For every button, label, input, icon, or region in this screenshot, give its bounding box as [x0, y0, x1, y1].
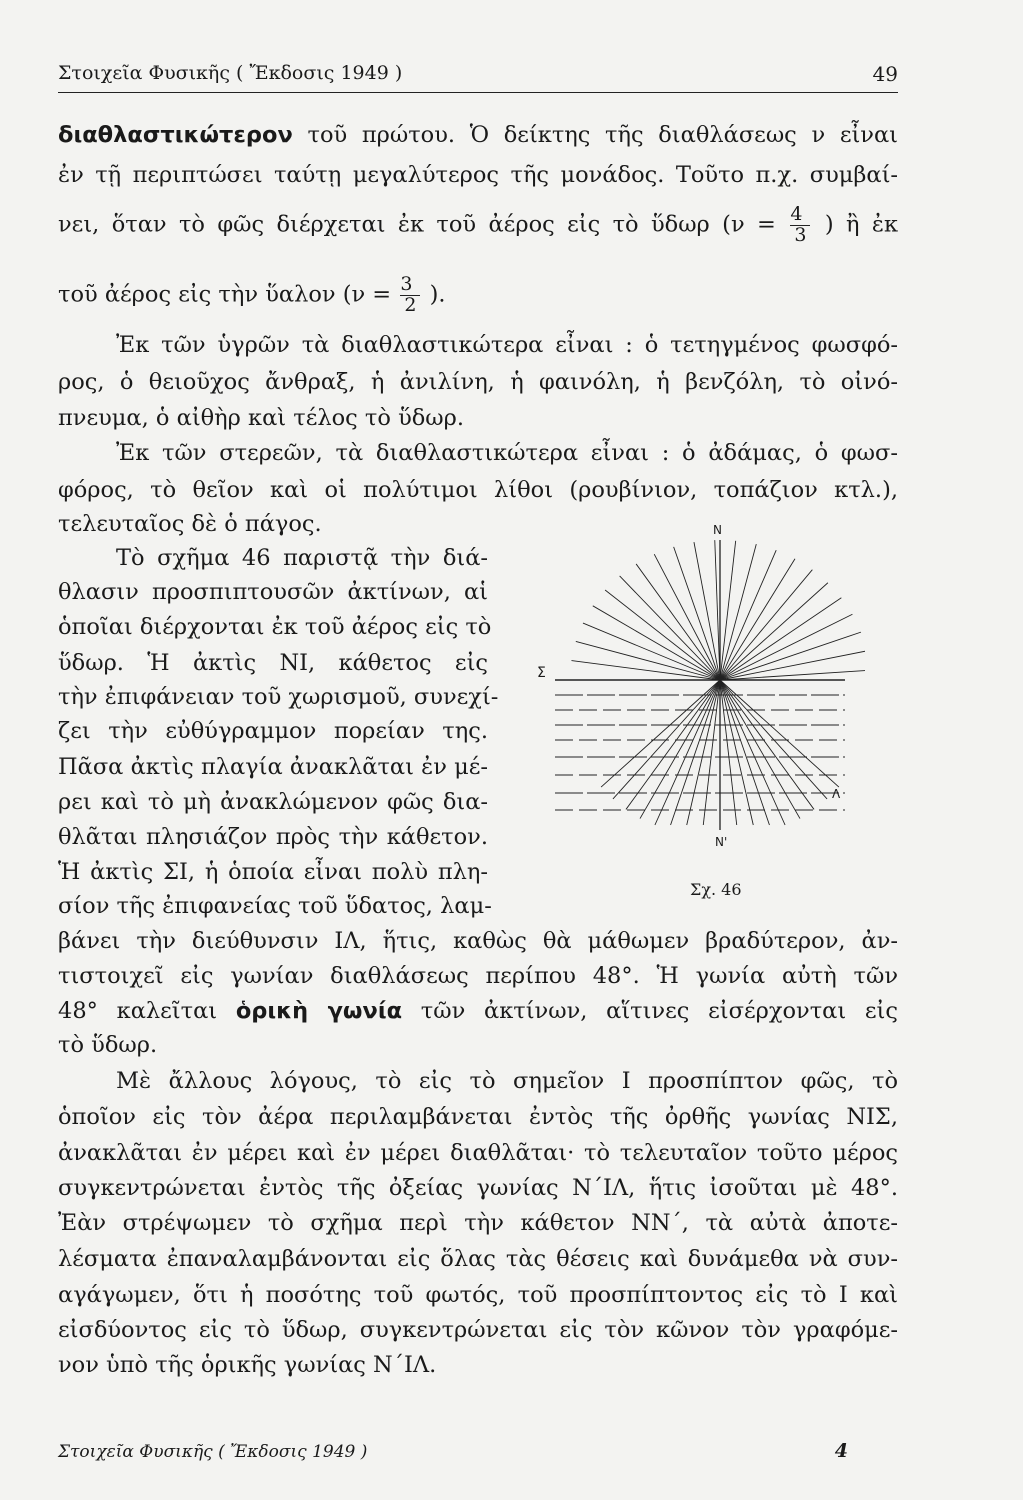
text-span: νει, ὅταν τὸ φῶς διέρχεται ἐκ τοῦ ἀέρος εἰς τὸ ὕδωρ (ν = — [58, 211, 776, 238]
text-line: ὕδωρ. Ἡ ἀκτὶς ΝΙ, κάθετος εἰς — [58, 650, 488, 676]
refracted-ray — [720, 680, 827, 799]
refracted-ray — [703, 680, 720, 825]
incident-ray — [720, 570, 812, 680]
label-n: N — [713, 523, 722, 537]
text-span: τοῦ πρώτου. Ὁ δείκτης τῆς διαθλάσεως ν εἶναι — [292, 122, 898, 148]
incident-ray — [720, 670, 865, 680]
text-line: τὴν ἐπιφάνειαν τοῦ χωρισμοῦ, συνεχί- — [58, 684, 499, 710]
text-line: ὁποῖον εἰς τὸν ἀέρα περιλαμβάνεται ἐντὸς τῆς ὀρθῆς γωνίας ΝΙΣ, — [58, 1104, 898, 1130]
incident-ray — [720, 583, 828, 680]
text-line: Τὸ σχῆμα 46 παριστᾷ τὴν διά- — [116, 545, 488, 571]
text-span: ). — [429, 281, 446, 308]
fraction-denominator: 2 — [400, 295, 420, 316]
text-line: συγκεντρώνεται ἐντὸς τῆς ὀξείας γωνίας Ν΄ΙΛ, ἥτις ἰσοῦται μὲ 48°. — [58, 1175, 898, 1201]
footer-text: Στοιχεῖα Φυσικῆς ( Ἔκδοσις 1949 ) — [58, 1442, 368, 1462]
label-lambda: Λ — [832, 787, 841, 801]
text-line: εἰσδύοντος εἰς τὸ ὕδωρ, συγκεντρώνεται εἰς τὸν κῶνον τὸν γραφόμε- — [58, 1317, 898, 1343]
text-line — [58, 996, 898, 1026]
text-line: ρος, ὁ θειοῦχος ἄνθραξ, ἡ ἀνιλίνη, ἡ φαινόλη, ἡ βενζόλη, τὸ οἰνό- — [58, 369, 898, 395]
figure-caption: Σχ. 46 — [690, 880, 742, 899]
fraction-numerator: 4 — [790, 203, 803, 225]
text-line: θλᾶται πλησιάζον πρὸς τὴν κάθετον. — [58, 824, 488, 850]
fraction-numerator: 3 — [400, 273, 413, 295]
label-n-prime: N' — [715, 835, 728, 849]
bold-term: ὁρικὴ γωνία — [235, 998, 403, 1024]
fraction — [400, 275, 420, 316]
text-line: πνευμα, ὁ αἰθὴρ καὶ τέλος τὸ ὕδωρ. — [58, 405, 465, 431]
incident-ray — [576, 641, 720, 680]
refracted-ray — [720, 680, 753, 825]
text-line: λέσματα ἐπαναλαμβάνονται εἰς ὅλας τὰς θέσεις καὶ δυνάμεθα νὰ συν- — [58, 1246, 898, 1272]
text-line: τὸ ὕδωρ. — [58, 1032, 158, 1058]
running-header — [58, 62, 898, 93]
text-line: Ἐκ τῶν στερεῶν, τὰ διαθλαστικώτερα εἶναι : ὁ ἀδάμας, ὁ φωσ- — [116, 440, 898, 466]
text-line — [58, 275, 898, 316]
text-span: τοῦ ἀέρος εἰς τὴν ὕαλον (ν = — [58, 281, 392, 308]
light-rays — [570, 540, 865, 830]
text-span: τῶν ἀκτίνων, αἵτινες εἰσέρχονται εἰς — [402, 998, 898, 1024]
refracted-ray — [687, 680, 720, 825]
text-line: Πᾶσα ἀκτὶς πλαγία ἀνακλᾶται ἐν μέ- — [58, 754, 488, 780]
fraction — [790, 205, 810, 246]
refraction-figure — [525, 525, 865, 905]
text-line: αγάγωμεν, ὅτι ἡ ποσότης τοῦ φωτός, τοῦ προσπίπτοντος εἰς τὸ Ι καὶ — [58, 1282, 898, 1308]
incident-ray — [674, 547, 720, 680]
page-footer — [58, 1442, 848, 1462]
header-title: Στοιχεῖα Φυσικῆς ( Ἔκδοσις 1949 ) — [58, 62, 403, 84]
label-sigma: Σ — [537, 665, 546, 681]
text-line: νον ὑπὸ τῆς ὁρικῆς γωνίας Ν΄ΙΛ. — [58, 1352, 437, 1378]
water-surface-lines — [555, 680, 845, 810]
text-line: βάνει τὴν διεύθυνσιν ΙΛ, ἥτις, καθὼς θὰ μάθωμεν βραδύτερον, ἀν- — [58, 928, 898, 954]
text-line: σίον τῆς ἐπιφανείας τοῦ ὕδατος, λαμ- — [58, 893, 492, 919]
incident-ray — [620, 576, 720, 680]
refracted-ray — [626, 680, 720, 809]
refracted-ray — [720, 680, 814, 809]
refracted-ray — [613, 680, 720, 799]
text-line: ἀνακλᾶται ἐν μέρει καὶ ἐν μέρει διαθλᾶται· τὸ τελευταῖον τοῦτο μέρος — [58, 1140, 898, 1166]
text-line: Μὲ ἄλλους λόγους, τὸ εἰς τὸ σημεῖον Ι προσπίπτον φῶς, τὸ — [116, 1068, 898, 1094]
refracted-ray — [720, 680, 785, 825]
text-line — [58, 120, 898, 150]
refracted-ray — [655, 680, 720, 825]
incident-ray — [694, 542, 720, 680]
text-line: θλασιν προσπιπτουσῶν ἀκτίνων, αἱ — [58, 579, 488, 605]
fraction-denominator: 3 — [790, 225, 810, 246]
text-line: φόρος, τὸ θεῖον καὶ οἱ πολύτιμοι λίθοι (ρουβίνιον, τοπάζιον κτλ.), — [58, 477, 898, 503]
signature-mark: 4 — [834, 1440, 848, 1462]
text-line: τελευταῖος δὲ ὁ πάγος. — [58, 511, 322, 537]
refracted-ray — [720, 680, 737, 825]
text-span: 48° καλεῖται — [58, 998, 236, 1024]
text-line — [58, 205, 898, 246]
refraction-diagram — [525, 525, 865, 855]
text-line: Ἐὰν στρέψωμεν τὸ σχῆμα περὶ τὴν κάθετον ΝΝ΄, τὰ αὐτὰ ἀποτε- — [58, 1210, 898, 1236]
text-line: ὁποῖαι διέρχονται ἐκ τοῦ ἀέρος εἰς τὸ — [58, 614, 492, 640]
text-line: Ἐκ τῶν ὑγρῶν τὰ διαθλαστικώτερα εἶναι : ὁ τετηγμένος φωσφό- — [116, 332, 898, 358]
text-line: ρει καὶ τὸ μὴ ἀνακλώμενον φῶς δια- — [58, 789, 488, 815]
page-number: 49 — [872, 62, 898, 86]
text-line: Ἡ ἀκτὶς ΣΙ, ἡ ὁποία εἶναι πολὺ πλη- — [58, 859, 488, 885]
text-line: ἐν τῇ περιπτώσει ταύτῃ μεγαλύτερος τῆς μονάδος. Τοῦτο π.χ. συμβαί- — [58, 162, 898, 188]
incident-ray — [605, 590, 720, 680]
text-span: ) ἢ ἐκ — [824, 211, 899, 238]
bold-term: διαθλαστικώτερον — [58, 122, 293, 148]
text-line: τιστοιχεῖ εἰς γωνίαν διαθλάσεως περίπου 48°. Ἡ γωνία αὐτὴ τῶν — [58, 963, 898, 989]
text-line: ζει τὴν εὐθύγραμμον πορείαν της. — [58, 718, 488, 744]
incident-ray — [715, 540, 720, 680]
